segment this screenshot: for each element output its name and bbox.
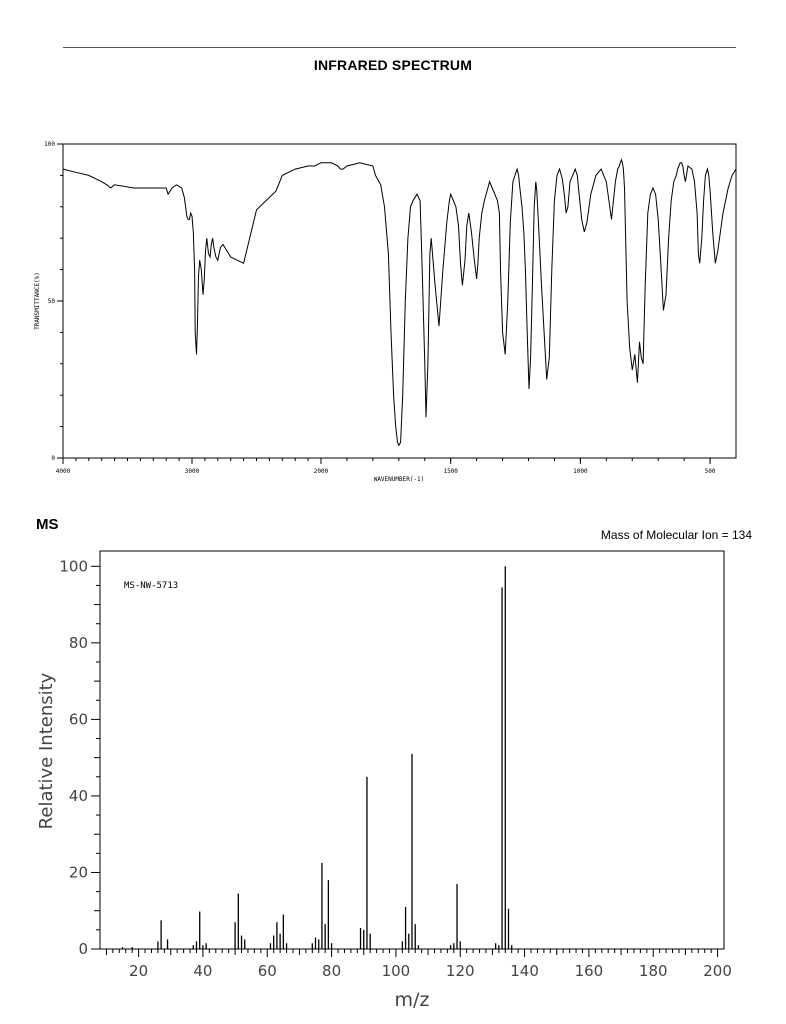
ms-x-tick-label: 100 bbox=[381, 962, 411, 980]
ir-y-tick-label: 100 bbox=[44, 141, 55, 148]
ms-y-tick-label: 60 bbox=[68, 710, 88, 729]
ir-y-tick-label: 50 bbox=[47, 298, 55, 305]
ir-x-tick-label: 2000 bbox=[313, 468, 329, 475]
ms-y-tick-label: 80 bbox=[68, 633, 88, 652]
ir-xlabel: WAVENUMBER(-1) bbox=[373, 476, 425, 483]
ir-y-tick-label: 0 bbox=[51, 455, 55, 462]
ms-x-tick-label: 60 bbox=[257, 962, 277, 980]
ms-y-tick-label: 20 bbox=[68, 863, 88, 882]
ms-x-tick-label: 160 bbox=[574, 962, 604, 980]
molecular-ion-label: Mass of Molecular Ion = 134 bbox=[600, 528, 752, 542]
ms-x-tick-label: 20 bbox=[129, 962, 149, 980]
ms-tick-labels bbox=[59, 557, 732, 980]
ms-axis-ticks bbox=[91, 566, 718, 957]
ms-x-tick-label: 200 bbox=[703, 962, 732, 980]
ms-title: MS bbox=[36, 516, 59, 533]
ms-x-tick-label: 140 bbox=[510, 962, 539, 980]
ms-y-tick-label: 40 bbox=[68, 786, 88, 805]
ir-x-tick-label: 4000 bbox=[55, 468, 71, 475]
ir-x-tick-label: 1000 bbox=[573, 468, 588, 475]
ir-x-tick-label: 3000 bbox=[184, 468, 200, 475]
ms-annotation: MS-NW-5713 bbox=[124, 581, 179, 591]
ms-y-tick-label: 0 bbox=[78, 940, 88, 958]
ir-x-tick-label: 1500 bbox=[443, 468, 458, 475]
ms-x-tick-label: 120 bbox=[445, 962, 475, 980]
ms-bars bbox=[123, 566, 512, 949]
ir-title: INFRARED SPECTRUM bbox=[313, 57, 473, 73]
ms-x-tick-label: 180 bbox=[638, 962, 668, 980]
ms-ylabel: Relative Intensity bbox=[36, 672, 57, 830]
ir-x-tick-label: 500 bbox=[704, 468, 716, 475]
ir-ylabel: TRANSMITTANCE(%) bbox=[34, 272, 41, 330]
ms-x-tick-label: 80 bbox=[322, 962, 342, 980]
ms-y-tick-label: 100 bbox=[59, 557, 88, 576]
ms-x-tick-label: 40 bbox=[193, 962, 213, 980]
ms-xlabel: m/z bbox=[394, 989, 430, 1011]
